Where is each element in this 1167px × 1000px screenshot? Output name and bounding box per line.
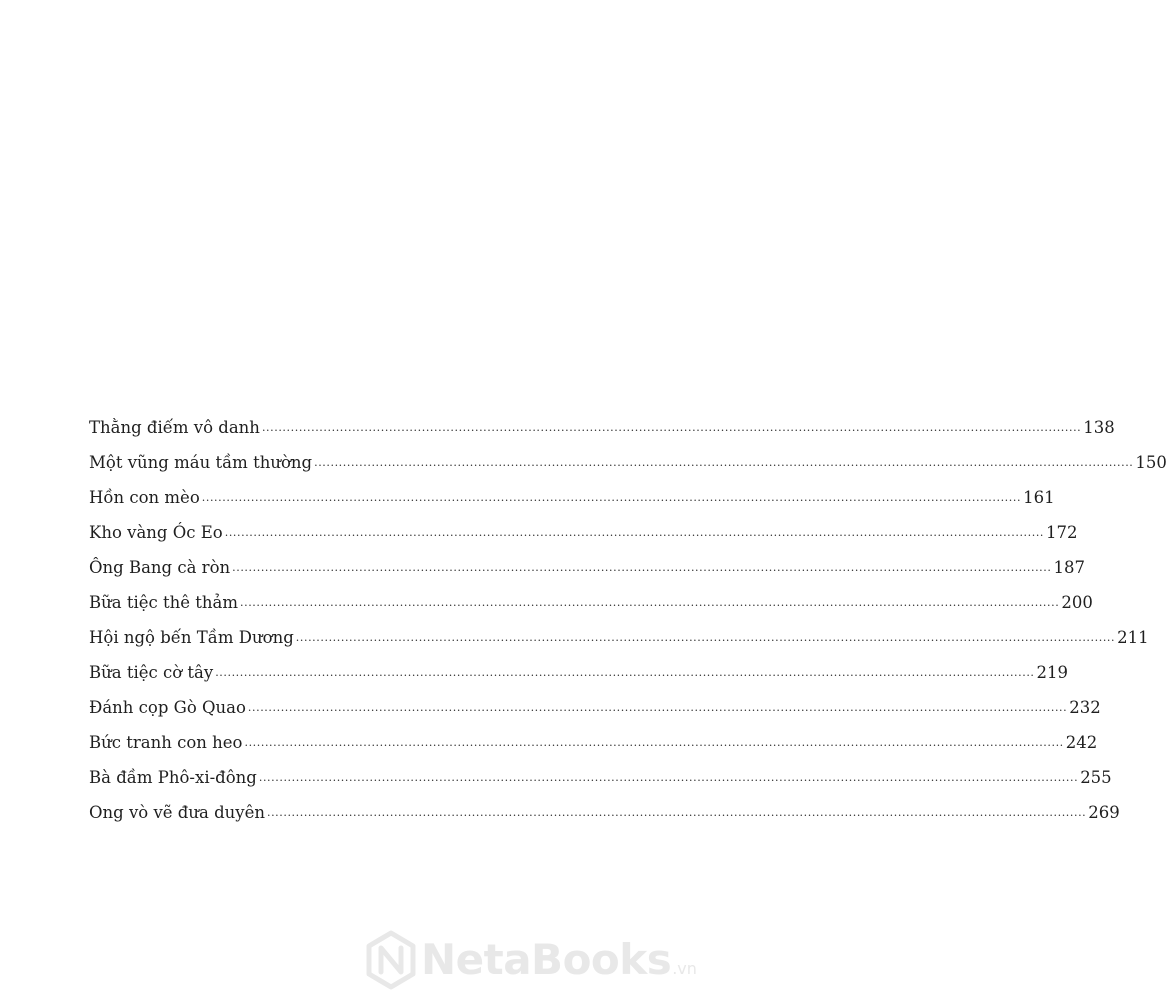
toc-dot-leader: ........................................................................................................................................................................................................ [266,806,1087,819]
toc-dot-leader: ........................................................................................................................................................................................................ [244,736,1064,749]
toc-entry-page: 211 [1117,628,1149,647]
toc-entry[interactable] [89,578,1093,613]
watermark-suffix: .vn [672,959,697,978]
toc-entry-title: Ông Bang cà ròn [89,558,231,577]
toc-entry-title: Hội ngộ bến Tầm Dương [89,628,294,647]
toc-dot-leader: ........................................................................................................................................................................................................ [201,491,1022,504]
toc-entry-page: 242 [1065,733,1098,752]
toc-entry[interactable] [89,753,1112,788]
toc-entry-title: Ong vò vẽ đưa duyên [89,803,265,822]
toc-entry-title: Bữa tiệc thê thảm [89,593,238,612]
toc-entry[interactable] [89,473,1055,508]
toc-entry[interactable] [89,788,1120,823]
toc-dot-leader: ........................................................................................................................................................................................................ [258,771,1079,784]
toc-entry[interactable] [89,438,1167,473]
netabooks-watermark [365,928,695,992]
watermark-brand: NetaBooks [421,935,672,984]
toc-entry-page: 138 [1083,418,1115,437]
toc-entry[interactable] [89,543,1085,578]
toc-entry-title: Thằng điếm vô danh [89,418,260,437]
toc-entry[interactable] [89,683,1101,718]
toc-entry-page: 255 [1080,768,1112,787]
toc-entry-title: Kho vàng Óc Eo [89,523,223,542]
toc-entry-page: 200 [1061,593,1093,612]
netabooks-logo-icon [365,930,417,990]
toc-dot-leader: ........................................................................................................................................................................................................ [247,701,1068,714]
toc-entry-title: Một vũng máu tầm thường [89,453,313,472]
toc-dot-leader: ........................................................................................................................................................................................................ [295,631,1116,644]
toc-dot-leader: ........................................................................................................................................................................................................ [314,456,1134,469]
toc-entry-page: 219 [1036,663,1069,682]
toc-entry-title: Bà đầm Phô-xi-đông [89,768,257,787]
toc-entry[interactable] [89,508,1078,543]
toc-dot-leader: ........................................................................................................................................................................................................ [240,596,1060,609]
toc-entry-page: 269 [1088,803,1120,822]
toc-dot-leader: ........................................................................................................................................................................................................ [261,421,1082,434]
toc-entry-page: 187 [1053,558,1085,577]
table-of-contents [89,403,1167,823]
toc-entry[interactable] [89,648,1069,683]
toc-dot-leader: ........................................................................................................................................................................................................ [232,561,1052,574]
toc-entry-title: Hồn con mèo [89,488,200,507]
toc-entry-page: 161 [1023,488,1055,507]
toc-entry[interactable] [89,718,1098,753]
toc-entry-title: Bữa tiệc cờ tây [89,663,214,682]
toc-entry-title: Đánh cọp Gò Quao [89,698,246,717]
toc-entry-page: 232 [1069,698,1101,717]
toc-entry[interactable] [89,403,1115,438]
toc-entry-page: 172 [1046,523,1078,542]
toc-dot-leader: ........................................................................................................................................................................................................ [224,526,1045,539]
toc-dot-leader: ........................................................................................................................................................................................................ [215,666,1035,679]
toc-entry-title: Bức tranh con heo [89,733,243,752]
toc-entry-page: 150 [1135,453,1167,472]
toc-entry[interactable] [89,613,1149,648]
